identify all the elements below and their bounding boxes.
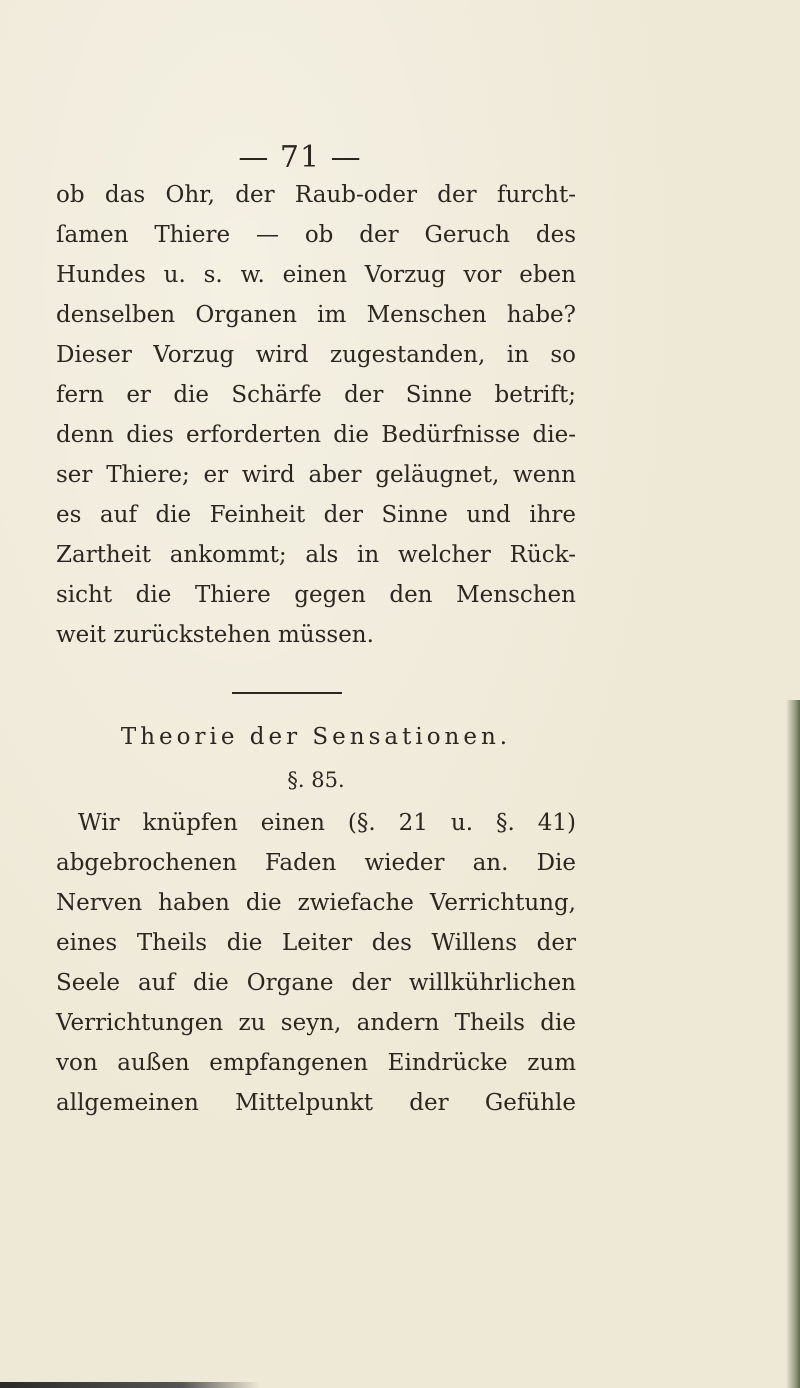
text-line: fern er die Schärfe der Sinne betrift; [56,382,576,408]
text-line: Seele auf die Organe der willkührlichen [56,970,576,996]
text-line: Nerven haben die zwiefache Verrichtung, [56,890,576,916]
paragraph-2 [56,803,576,1123]
text-line: Verrichtungen zu seyn, andern Theils die [56,1010,576,1036]
text-line: Hundes u. s. w. einen Vorzug vor eben [56,262,576,288]
text-line: allgemeinen Mittelpunkt der Gefühle [56,1090,576,1116]
text-line: Dieser Vorzug wird zugestanden, in so [56,342,576,368]
text-line: weit zurückstehen müssen. [56,622,374,648]
text-line: von außen empfangenen Eindrücke zum [56,1050,576,1076]
section-heading: Theorie der Sensationen. [120,724,512,750]
page-number: — 71 — [238,140,362,175]
paragraph-1 [56,175,576,655]
section-number: §. 85. [287,768,345,792]
text-line: denselben Organen im Menschen habe? [56,302,576,328]
page-bottom-edge [0,1382,260,1388]
text-line: sicht die Thiere gegen den Menschen [56,582,576,608]
text-line: eines Theils die Leiter des Willens der [56,930,576,956]
text-line: ob das Ohr, der Raub-oder der furcht- [56,182,576,208]
text-line: denn dies erforderten die Bedürfnisse die- [56,422,576,448]
section-divider [232,692,342,694]
text-line: ser Thiere; er wird aber geläugnet, wenn [56,462,576,488]
text-line: abgebrochenen Faden wieder an. Die [56,850,576,876]
text-line: Wir knüpfen einen (§. 21 u. §. 41) [78,810,576,836]
page-edge-shadow [786,700,800,1388]
text-line: ſamen Thiere — ob der Geruch des [56,222,576,248]
text-line: es auf die Feinheit der Sinne und ihre [56,502,576,528]
text-line: Zartheit ankommt; als in welcher Rück- [56,542,576,568]
